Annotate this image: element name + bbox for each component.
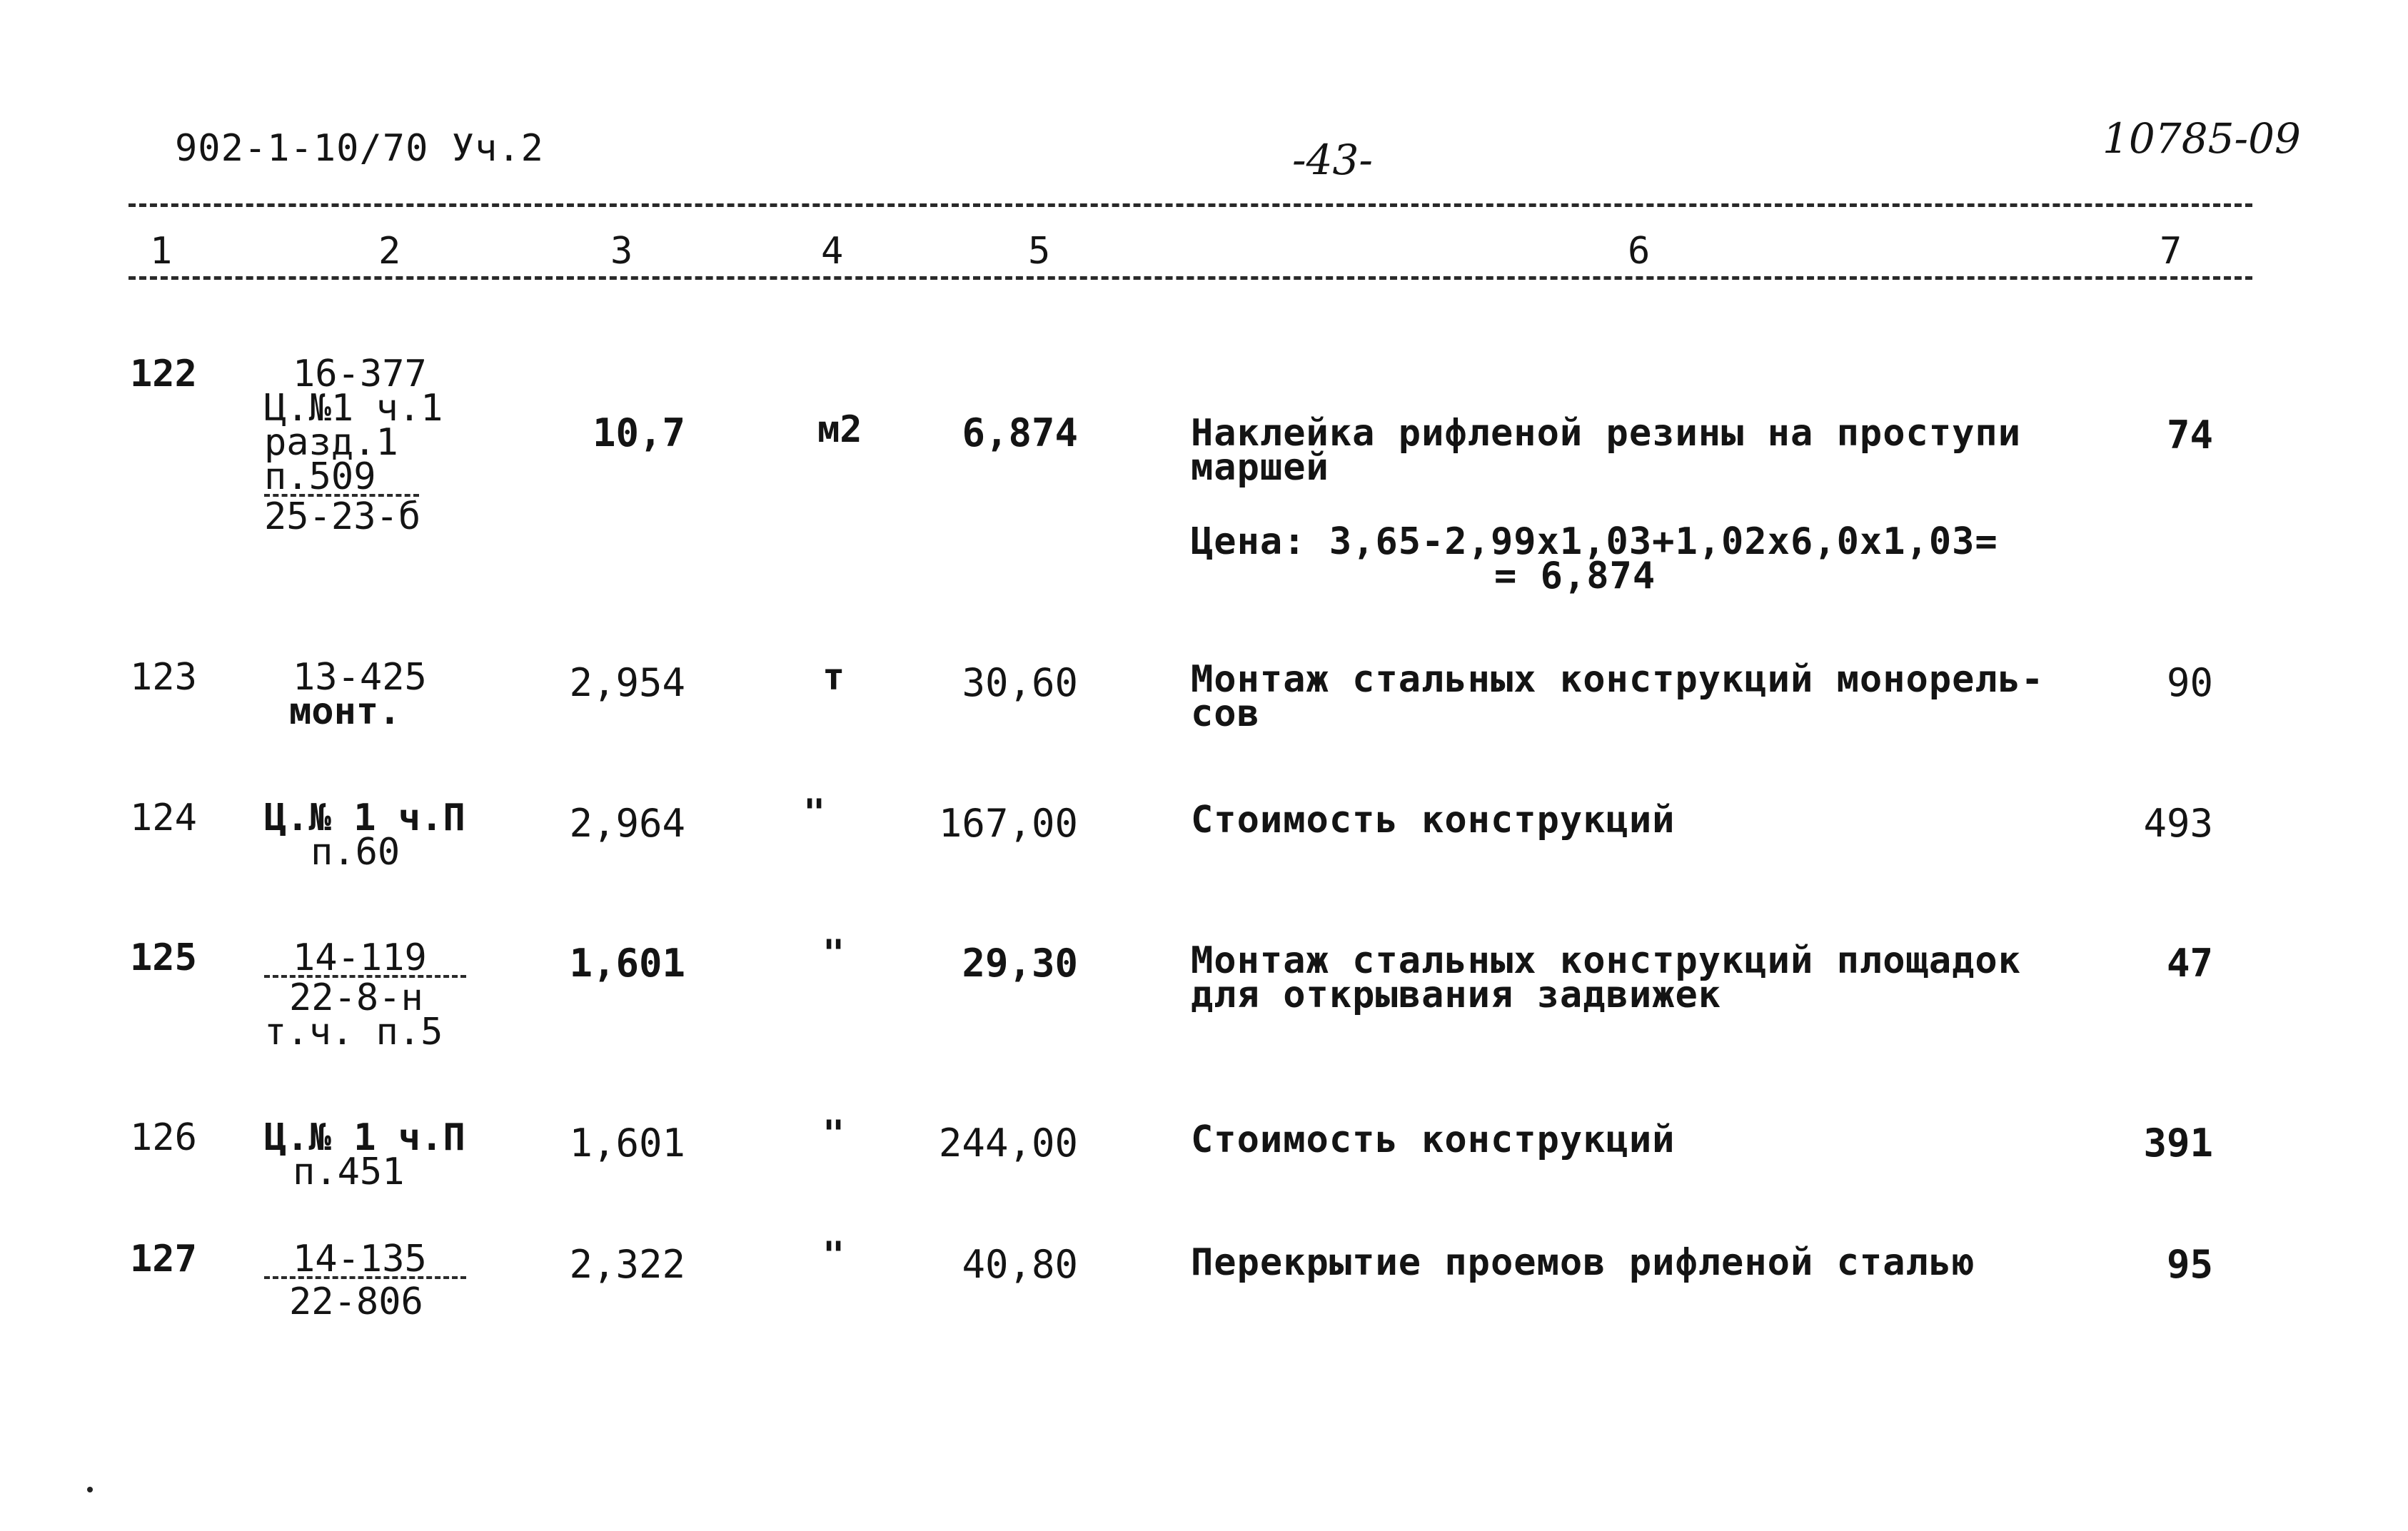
work-description: Монтаж стальных конструкций площадок для открывания задвижек bbox=[1191, 939, 2022, 1016]
archive-stamp: 10785-09 bbox=[2102, 114, 2301, 163]
unit: м2 bbox=[817, 408, 862, 451]
unit-price: 6,874 bbox=[962, 410, 1078, 455]
table-top-rule bbox=[129, 203, 2252, 207]
norm-code: 16-377 Ц.№1 ч.1 разд.1 п.509 25-23-б bbox=[264, 353, 443, 538]
work-description: Перекрытие проемов рифленой сталью bbox=[1191, 1241, 1975, 1284]
row-number: 124 bbox=[130, 797, 197, 839]
work-description: Стоимость конструкций bbox=[1191, 799, 1676, 842]
unit: " bbox=[822, 1234, 845, 1277]
row-total: 391 bbox=[2143, 1121, 2213, 1166]
row-total: 47 bbox=[2166, 941, 2213, 986]
norm-code: Ц.№ 1 ч.П п.451 bbox=[264, 1116, 465, 1193]
column-header-3: 3 bbox=[610, 230, 633, 273]
work-description: Наклейка рифленой резины на проступи маршей bbox=[1191, 412, 2022, 489]
unit: " bbox=[822, 1113, 845, 1156]
quantity: 10,7 bbox=[592, 410, 685, 455]
row-number: 126 bbox=[130, 1116, 197, 1159]
norm-code: 14-119 22-8-н т.ч. п.5 bbox=[264, 941, 466, 1049]
column-header-2: 2 bbox=[378, 230, 401, 273]
norm-code: Ц.№ 1 ч.П п.60 bbox=[264, 797, 465, 874]
unit-price: 30,60 bbox=[962, 660, 1078, 705]
column-header-7: 7 bbox=[2160, 230, 2182, 273]
row-total: 90 bbox=[2166, 660, 2213, 705]
unit: т bbox=[822, 656, 845, 699]
unit-price: 167,00 bbox=[938, 801, 1078, 846]
column-header-4: 4 bbox=[821, 230, 844, 273]
column-header-1: 1 bbox=[150, 230, 173, 273]
page-number: -43- bbox=[1292, 136, 1373, 184]
norm-code: 13-425 монт. bbox=[289, 656, 427, 733]
unit-price: 29,30 bbox=[962, 941, 1078, 986]
table-header-rule bbox=[129, 276, 2252, 280]
work-description: Стоимость конструкций bbox=[1191, 1118, 1676, 1161]
unit-price: 244,00 bbox=[938, 1121, 1078, 1166]
row-total: 74 bbox=[2166, 413, 2213, 458]
quantity: 2,322 bbox=[569, 1242, 685, 1287]
unit: " bbox=[822, 932, 845, 975]
column-header-6: 6 bbox=[1628, 230, 1651, 273]
scan-speck bbox=[87, 1487, 93, 1492]
column-header-5: 5 bbox=[1028, 230, 1051, 273]
work-description: Монтаж стальных конструкций монорель- сов bbox=[1191, 658, 2045, 735]
row-number: 123 bbox=[130, 656, 197, 699]
row-number: 127 bbox=[130, 1238, 197, 1280]
row-total: 493 bbox=[2143, 801, 2213, 846]
row-number: 125 bbox=[130, 936, 197, 979]
row-number: 122 bbox=[130, 353, 197, 395]
unit: " bbox=[803, 792, 826, 834]
norm-code: 14-135 22-806 bbox=[264, 1242, 466, 1319]
document-code: 902-1-10/70 Уч.2 bbox=[175, 127, 544, 170]
quantity: 2,954 bbox=[569, 660, 685, 705]
unit-price: 40,80 bbox=[962, 1242, 1078, 1287]
quantity: 1,601 bbox=[569, 941, 685, 986]
quantity: 2,964 bbox=[569, 801, 685, 846]
quantity: 1,601 bbox=[569, 1121, 685, 1166]
price-formula: Цена: 3,65-2,99х1,03+1,02х6,0х1,03= = 6,874 bbox=[1191, 520, 1998, 597]
row-total: 95 bbox=[2166, 1242, 2213, 1287]
